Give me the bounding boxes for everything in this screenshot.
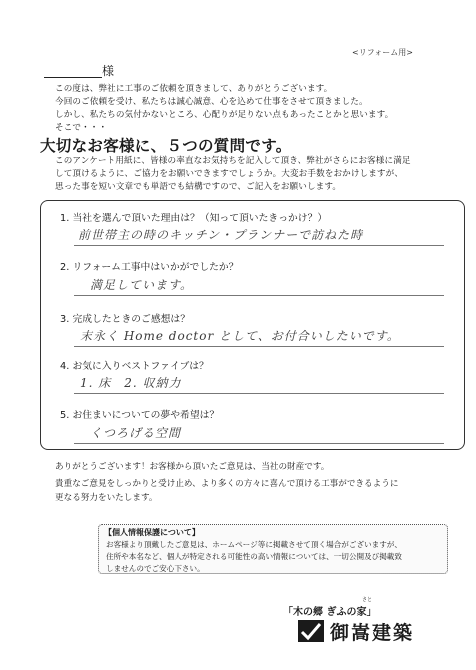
question-5-label: 5. お住まいについての夢や希望は？: [60, 410, 220, 421]
request-line-2: して頂けるように、ご協力をお願いできますでしょうか。大変お手数をおかけしますが、: [55, 169, 404, 179]
request-line-1: このアンケート用紙に、皆様の率直なお気持ちを記入して頂き、弊社がさらにお客様に満足: [55, 156, 411, 166]
closing-line-2: 貴重なご意見をしっかりと受け止め、より多くの方々に喜んで頂ける工事ができるように: [55, 479, 399, 489]
intro-line-1: この度は、弊社に工事のご依頼を頂きまして、ありがとうございます。: [55, 84, 333, 94]
privacy-line-3: しませんのでご安心下さい。: [106, 564, 205, 573]
closing-line-3: 更なる努力をいたします。: [55, 493, 158, 503]
answer-5-underline: [74, 443, 444, 444]
closing-line-1: ありがとうございます！お客様から頂いたご意見は、当社の財産です。: [55, 462, 330, 472]
answer-2: 満足しています。: [90, 278, 194, 292]
answer-3: 末永く Home doctor として、お付合いしたいです。: [80, 329, 400, 343]
question-2-label: 2. リフォーム工事中はいかがでしたか？: [60, 262, 239, 273]
question-1-label: 1. 当社を選んで頂いた理由は？（知って頂いたきっかけ？）: [60, 213, 328, 224]
company-name: 御嵩建築: [330, 622, 415, 644]
intro-line-4: そこで・・・: [55, 123, 108, 133]
logo-tagline: 「木の郷 ぎふの家」: [283, 607, 377, 618]
answer-5: くつろげる空間: [90, 426, 182, 440]
answer-4-underline: [74, 393, 444, 394]
privacy-notice-title: 【個人情報保護について】: [104, 528, 200, 537]
customer-name-line: [44, 60, 102, 78]
privacy-line-2: 住所や本名など、個人が特定される可能性の高い情報については、一切公開及び掲載致: [106, 552, 402, 561]
intro-line-2: 今回のご依頼を受け、私たちは誠心誠意、心を込めて仕事をさせて頂きました。: [55, 97, 368, 107]
honorific-label: 様: [102, 64, 115, 78]
answer-1-underline: [74, 245, 444, 246]
answer-1: 前世帯主の時のキッチン・プランナーで訪ねた時: [78, 228, 364, 242]
question-3-label: 3. 完成したときのご感想は？: [60, 314, 191, 325]
intro-line-3: しかし、私たちの気付かないところ、心配りが足りない点もあったことかと思います。: [55, 110, 394, 120]
page-headline: 大切なお客様に、５つの質問です。: [40, 137, 292, 155]
question-4-label: 4. お気に入りベストファイブは？: [60, 361, 209, 372]
request-line-3: 思った事を短い文章でも単語でも結構ですので、ご記入をお願いします。: [55, 182, 342, 192]
company-logo-icon: [298, 620, 324, 646]
logo-furigana: さと: [362, 597, 373, 603]
answer-3-underline: [74, 346, 444, 347]
privacy-line-1: お客様より頂戴したご意見は、ホームページ等に掲載させて頂く場合がございますが、: [106, 540, 402, 549]
form-type-tag: <リフォーム用>: [352, 48, 414, 57]
answer-2-underline: [74, 295, 444, 296]
answer-4: 1. 床 2. 収納力: [80, 376, 182, 390]
